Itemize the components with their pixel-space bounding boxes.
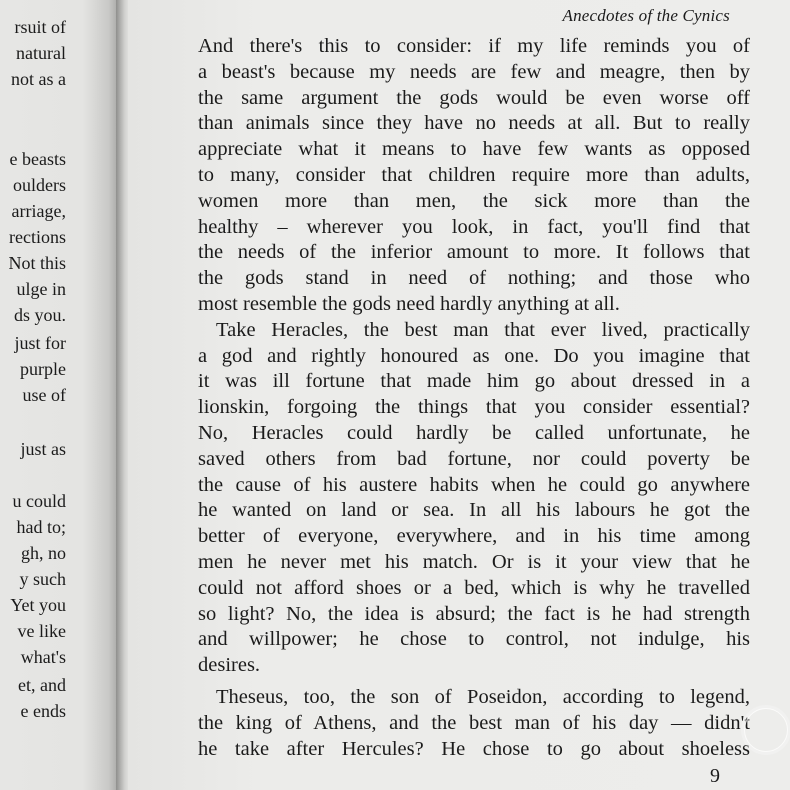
text-line: healthy – wherever you look, in fact, you'll find that bbox=[198, 215, 750, 238]
text-line: Take Heracles, the best man that ever lived, practically bbox=[216, 318, 750, 341]
left-page-line: just for bbox=[14, 333, 66, 353]
text-line: to many, consider that children require more than adults, bbox=[198, 163, 750, 186]
text-line: a beast's because my needs are few and meagre, then by bbox=[198, 60, 750, 83]
text-line: the same argument the gods would be even worse off bbox=[198, 86, 750, 109]
left-page-line: e beasts bbox=[9, 149, 66, 169]
paragraph bbox=[198, 685, 750, 762]
text-line: better of everyone, everywhere, and in his time among bbox=[198, 525, 750, 548]
text-line: he take after Hercules? He chose to go about shoeless bbox=[198, 737, 750, 760]
text-line: the king of Athens, and the best man of his day — didn't bbox=[198, 711, 750, 734]
text-line: women more than men, the sick more than the bbox=[198, 189, 750, 212]
text-line: and willpower; he chose to control, not indulge, his bbox=[198, 628, 750, 651]
text-line: lionskin, forgoing the things that you consider essential? bbox=[198, 396, 750, 419]
body-text bbox=[198, 34, 750, 762]
text-line: could not afford shoes or a bed, which is why he travelled bbox=[198, 576, 750, 599]
left-page bbox=[0, 0, 118, 790]
right-page bbox=[128, 0, 790, 790]
left-page-line: not as a bbox=[11, 69, 66, 89]
left-page-line: e ends bbox=[20, 701, 66, 721]
text-line: than animals since they have no needs at all. But to really bbox=[198, 112, 750, 135]
left-page-line: ve like bbox=[17, 621, 66, 641]
running-head: Anecdotes of the Cynics bbox=[562, 6, 730, 25]
text-line: the cause of his austere habits when he could go anywhere bbox=[198, 473, 750, 496]
left-page-line: just as bbox=[20, 439, 66, 459]
left-page-line: rections bbox=[9, 227, 66, 247]
left-page-line: what's bbox=[20, 647, 66, 667]
left-page-line: Yet you bbox=[10, 595, 66, 615]
text-line: saved others from bad fortune, nor could poverty be bbox=[198, 447, 750, 470]
left-page-line: u could bbox=[12, 491, 66, 511]
text-line: most resemble the gods need hardly anything at all. bbox=[198, 292, 620, 315]
left-page-line: rsuit of bbox=[14, 17, 66, 37]
left-page-line: et, and bbox=[18, 675, 66, 695]
left-page-line: arriage, bbox=[11, 201, 66, 221]
left-page-line: natural bbox=[16, 43, 66, 63]
text-line: appreciate what it means to have few wants as opposed bbox=[198, 138, 750, 161]
text-line: the gods stand in need of nothing; and those who bbox=[198, 267, 750, 290]
left-page-line: use of bbox=[22, 385, 66, 405]
text-line: men he never met his match. Or is it your view that he bbox=[198, 550, 750, 573]
text-line: desires. bbox=[198, 654, 261, 677]
text-line: so light? No, the idea is absurd; the fact is he had strength bbox=[198, 602, 750, 625]
left-page-line: y such bbox=[19, 569, 66, 589]
left-page-line: Not this bbox=[8, 253, 66, 273]
left-page-line: ulge in bbox=[16, 279, 66, 299]
left-page-line: purple bbox=[20, 359, 66, 379]
paragraph bbox=[198, 34, 750, 318]
watermark-stamp bbox=[744, 708, 788, 752]
text-line: And there's this to consider: if my life reminds you of bbox=[198, 35, 750, 57]
text-line: No, Heracles could hardly be called unfortunate, he bbox=[198, 421, 750, 444]
page-number: 9 bbox=[710, 765, 720, 787]
text-line: a god and rightly honoured as one. Do you imagine that bbox=[198, 344, 750, 367]
text-line: he wanted on land or sea. In all his labours he got the bbox=[198, 499, 750, 522]
text-line: it was ill fortune that made him go about dressed in a bbox=[198, 370, 750, 393]
paragraph bbox=[198, 318, 750, 679]
left-page-line: oulders bbox=[13, 175, 66, 195]
left-page-line: gh, no bbox=[21, 543, 66, 563]
left-page-line: had to; bbox=[16, 517, 66, 537]
left-page-line: ds you. bbox=[13, 305, 66, 325]
text-line: Theseus, too, the son of Poseidon, according to legend, bbox=[216, 685, 750, 708]
text-line: the needs of the inferior amount to more. It follows that bbox=[198, 241, 750, 264]
